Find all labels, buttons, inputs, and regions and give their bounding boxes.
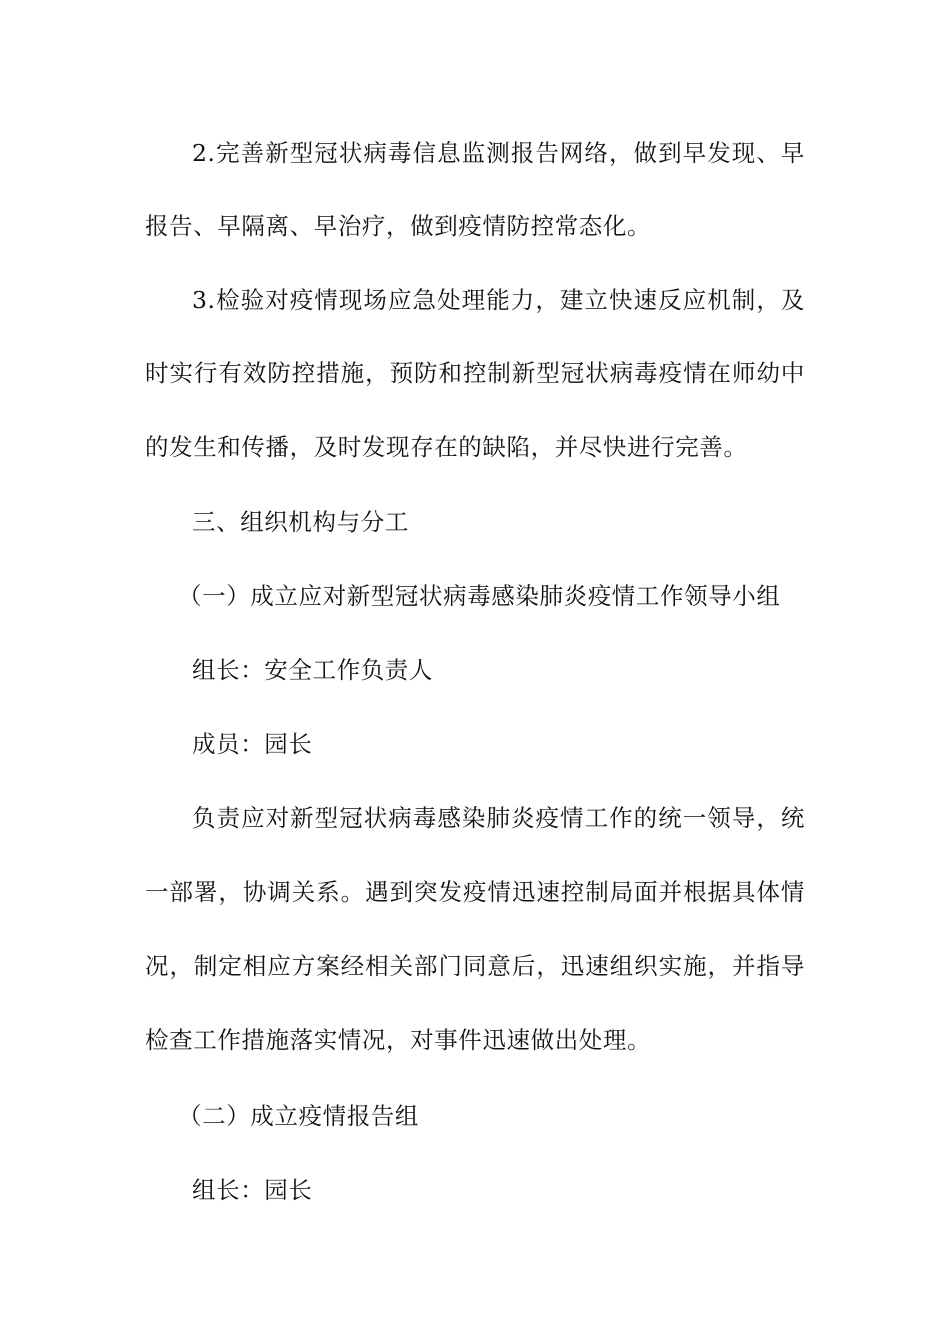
paragraph-line-10: 负责应对新型冠状病毒感染肺炎疫情工作的统一领导，统 — [192, 804, 805, 832]
paragraph-line-5: 的发生和传播，及时发现存在的缺陷，并尽快进行完善。 — [145, 433, 748, 461]
section-heading: 三、组织机构与分工 — [192, 508, 409, 536]
paragraph-line-3: 3.检验对疫情现场应急处理能力，建立快速反应机制，及 — [192, 286, 805, 314]
paragraph-line-12: 况，制定相应方案经相关部门同意后，迅速组织实施，并指导 — [145, 952, 805, 980]
paragraph-line-1: 2.完善新型冠状病毒信息监测报告网络，做到早发现、早 — [192, 139, 805, 167]
team-leader-line: 组长：安全工作负责人 — [192, 656, 433, 684]
report-team-leader-line: 组长：园长 — [192, 1176, 313, 1204]
paragraph-line-4: 时实行有效防控措施，预防和控制新型冠状病毒疫情在师幼中 — [145, 359, 805, 387]
subsection-heading-2: （二）成立疫情报告组 — [178, 1102, 419, 1130]
subsection-heading-1: （一）成立应对新型冠状病毒感染肺炎疫情工作领导小组 — [178, 582, 781, 610]
paragraph-line-13: 检查工作措施落实情况，对事件迅速做出处理。 — [145, 1026, 652, 1054]
paragraph-line-11: 一部署，协调关系。遇到突发疫情迅速控制局面并根据具体情 — [145, 878, 805, 906]
team-members-line: 成员：园长 — [192, 730, 313, 758]
paragraph-line-2: 报告、早隔离、早治疗，做到疫情防控常态化。 — [145, 212, 652, 240]
